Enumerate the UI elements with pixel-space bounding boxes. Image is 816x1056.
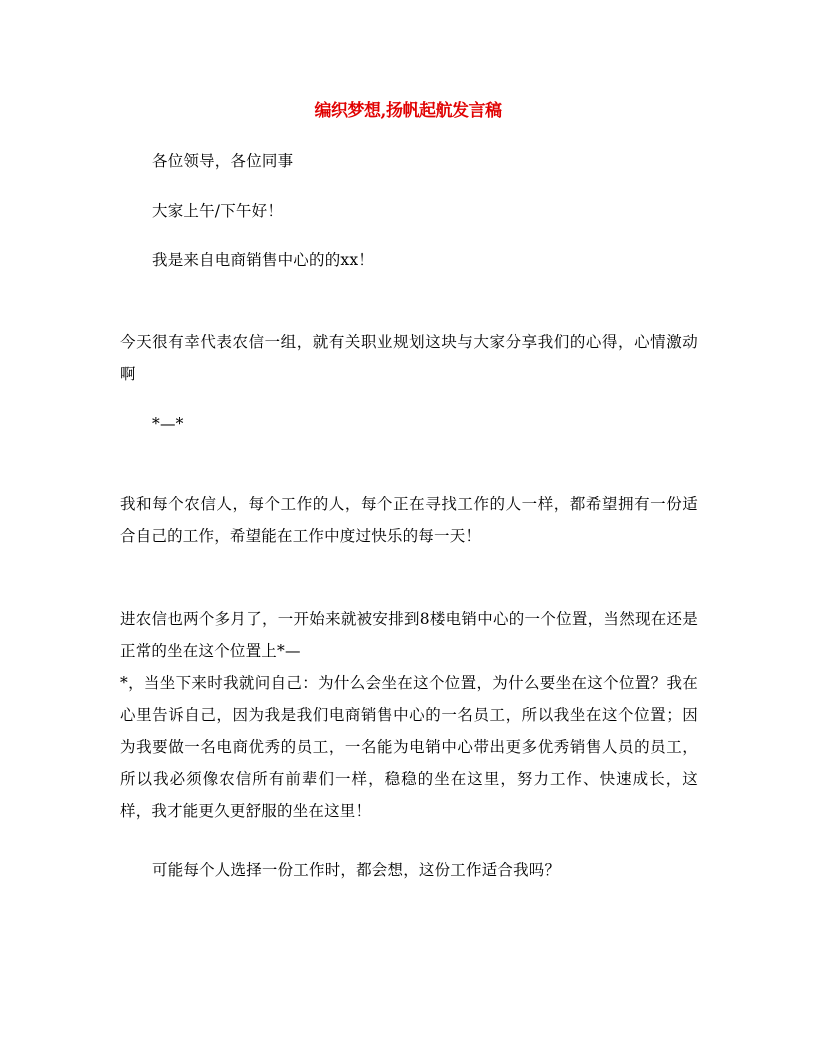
paragraph-question: 可能每个人选择一份工作时，都会想，这份工作适合我吗？ xyxy=(152,861,561,879)
self-intro-line: 我是来自电商销售中心的的xx！ xyxy=(152,251,374,269)
paragraph-wish: 我和每个农信人，每个工作的人，每个正在寻找工作的人一样，都希望拥有一份适合自己的工作，希望能在工作中度过快乐的每一天！ xyxy=(120,495,698,545)
paragraph-intro: 今天很有幸代表农信一组，就有关职业规划这块与大家分享我们的心得，心情激动啊 xyxy=(120,333,698,383)
paragraph-reflection: *，当坐下来时我就问自己：为什么会坐在这个位置，为什么要坐在这个位置？我在心里告诉自己，因为我是我们电商销售中心的一名员工，所以我坐在这个位置；因为我要做一名电商优秀的员工，一名能为电销中心带出更多优秀销售人员的员工，所以我必须像农信所有前辈们一样，稳稳的坐在这里，努力工作、快速成长，这样，我才能更久更舒服的坐在这里！ xyxy=(120,674,698,820)
salutation-line: 大家上午/下午好！ xyxy=(152,202,284,220)
separator-line: *—* xyxy=(152,415,184,433)
document-title: 编织梦想,扬帆起航发言稿 xyxy=(314,101,502,121)
greeting-line: 各位领导，各位同事 xyxy=(152,152,294,170)
paragraph-position: 进农信也两个多月了，一开始来就被安排到8楼电销中心的一个位置，当然现在还是正常的坐在这个位置上*— xyxy=(120,610,698,660)
